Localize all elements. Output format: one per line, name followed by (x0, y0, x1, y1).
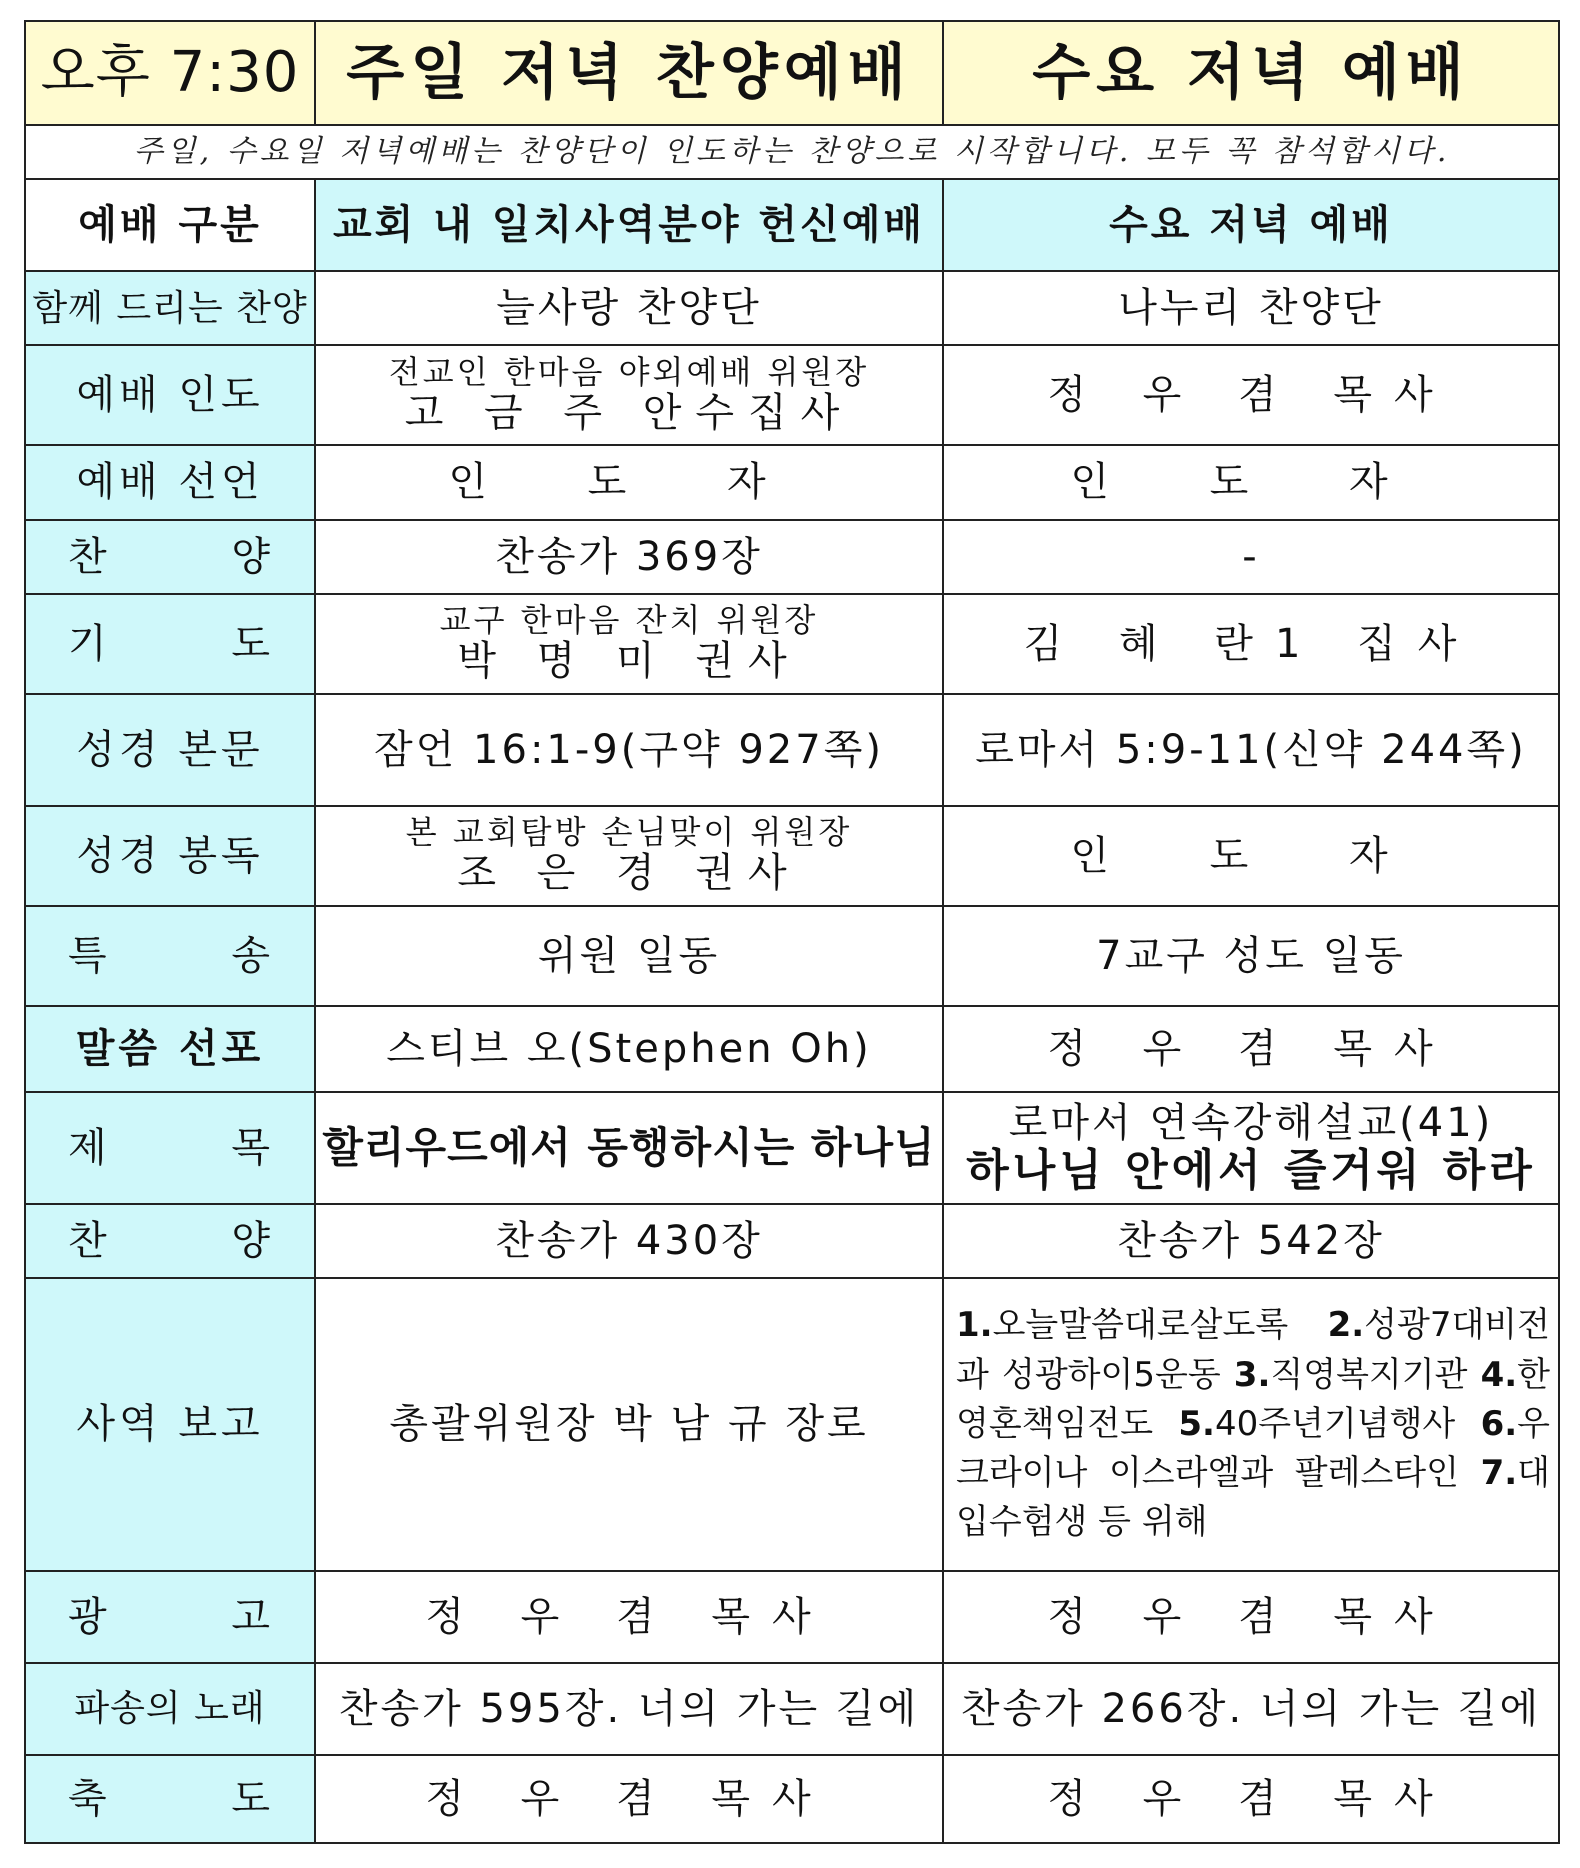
row-label: 말씀 선포 (25, 1006, 315, 1092)
row-label (25, 1571, 315, 1663)
row-label: 함께 드리는 찬양 (25, 271, 315, 345)
row-label-part: 광 (68, 1593, 111, 1640)
row-label-part: 축 (68, 1775, 111, 1822)
table-row (25, 1278, 1559, 1570)
sunday-column-header: 교회 내 일치사역분야 헌신예배 (315, 179, 943, 271)
row-label (25, 520, 315, 594)
row-label: 성경 본문 (25, 694, 315, 806)
row-label-part: 기 (68, 620, 111, 667)
sermon-series: 로마서 연속강해설교(41) (1008, 1099, 1494, 1146)
table-row (25, 445, 1559, 519)
report-item-text: 직영복지기관 (1270, 1354, 1481, 1395)
report-item-number: 6. (1480, 1403, 1518, 1444)
sunday-value (315, 806, 943, 906)
wednesday-column-header: 수요 저녁 예배 (943, 179, 1559, 271)
row-label (25, 1092, 315, 1204)
wednesday-value: 로마서 5:9-11(신약 244쪽) (943, 694, 1559, 806)
row-label: 파송의 노래 (25, 1663, 315, 1755)
report-item-text: 성광7대비전과 성광하이5운동 (956, 1305, 1550, 1395)
row-label: 성경 봉독 (25, 806, 315, 906)
row-label (25, 594, 315, 694)
table-row (25, 1755, 1559, 1843)
row-label-part: 목 (231, 1125, 274, 1172)
wednesday-value: 정 우 겸 목사 (943, 345, 1559, 445)
sunday-value: 정 우 겸 목사 (315, 1571, 943, 1663)
wednesday-value: 인 도 자 (943, 806, 1559, 906)
wednesday-value: - (943, 520, 1559, 594)
row-label-part: 송 (231, 932, 274, 979)
report-item-text: 오늘말씀대로살도록 (992, 1305, 1328, 1346)
row-label-part: 도 (231, 1775, 274, 1822)
report-item-number: 3. (1233, 1354, 1271, 1395)
column-header-row (25, 179, 1559, 271)
row-label-part: 도 (231, 620, 274, 667)
sunday-sermon-title: 할리우드에서 동행하시는 하나님 (315, 1092, 943, 1204)
report-item-text: 40주년기념행사 (1214, 1403, 1481, 1444)
table-row (25, 1092, 1559, 1204)
report-item-text: 우크라이나 이스라엘과 팔레스타인 (956, 1403, 1550, 1494)
sunday-service-title: 주일 저녁 찬양예배 (315, 21, 943, 125)
sunday-value: 스티브 오(Stephen Oh) (315, 1006, 943, 1092)
wednesday-value: 찬송가 266장. 너의 가는 길에 (943, 1663, 1559, 1755)
table-row (25, 906, 1559, 1006)
table-row (25, 345, 1559, 445)
row-label (25, 1204, 315, 1278)
person-name: 박 명 미 권사 (457, 638, 801, 685)
table-row (25, 1006, 1559, 1092)
ministry-report-list (944, 1301, 1558, 1547)
wednesday-value: 7교구 성도 일동 (943, 906, 1559, 1006)
wednesday-sermon-title: 하나님 안에서 즐거워 하라 (966, 1144, 1536, 1196)
row-label-part: 찬 (68, 533, 111, 580)
category-header: 예배 구분 (25, 179, 315, 271)
table-row (25, 271, 1559, 345)
sunday-value: 인 도 자 (315, 445, 943, 519)
sunday-value: 위원 일동 (315, 906, 943, 1006)
wednesday-value: 정 우 겸 목사 (943, 1571, 1559, 1663)
report-item-text: 한영혼책임전도 (956, 1354, 1551, 1444)
row-label-part: 고 (231, 1593, 274, 1640)
person-name: 조 은 경 권사 (457, 850, 801, 897)
role-text: 전교인 한마음 야외예배 위원장 (388, 352, 870, 391)
worship-order-table (24, 20, 1560, 1844)
sunday-value: 찬송가 369장 (315, 520, 943, 594)
sunday-value (315, 594, 943, 694)
table-row (25, 520, 1559, 594)
service-time: 오후 7:30 (25, 21, 315, 125)
row-label-part: 찬 (68, 1218, 111, 1265)
row-label-part: 양 (231, 1218, 274, 1265)
role-text: 본 교회탐방 손님맞이 위원장 (405, 813, 853, 852)
row-label-part: 특 (68, 932, 111, 979)
report-item-number: 4. (1480, 1354, 1518, 1395)
row-label: 예배 선언 (25, 445, 315, 519)
sunday-value: 잠언 16:1-9(구약 927쪽) (315, 694, 943, 806)
sunday-value: 찬송가 430장 (315, 1204, 943, 1278)
row-label (25, 1755, 315, 1843)
notice-row (25, 125, 1559, 179)
row-label: 사역 보고 (25, 1278, 315, 1570)
table-row (25, 1571, 1559, 1663)
role-text: 교구 한마음 잔치 위원장 (439, 601, 819, 640)
wednesday-value: 정 우 겸 목사 (943, 1006, 1559, 1092)
report-item-number: 2. (1327, 1305, 1365, 1346)
wednesday-value: 찬송가 542장 (943, 1204, 1559, 1278)
sunday-value: 찬송가 595장. 너의 가는 길에 (315, 1663, 943, 1755)
sunday-value: 총괄위원장 박 남 규 장로 (315, 1278, 943, 1570)
report-item-number: 7. (1480, 1453, 1518, 1494)
row-label (25, 906, 315, 1006)
person-name: 고 금 주 안수집사 (404, 389, 854, 436)
table-row (25, 1663, 1559, 1755)
wednesday-value (943, 1092, 1559, 1204)
wednesday-value: 김 혜 란1 집사 (943, 594, 1559, 694)
table-row (25, 806, 1559, 906)
report-item-number: 5. (1178, 1403, 1215, 1444)
wednesday-value: 정 우 겸 목사 (943, 1755, 1559, 1843)
row-label: 예배 인도 (25, 345, 315, 445)
report-item-number: 1. (956, 1305, 993, 1346)
wednesday-service-title: 수요 저녁 예배 (943, 21, 1559, 125)
table-row (25, 694, 1559, 806)
sunday-value (315, 345, 943, 445)
sunday-value: 정 우 겸 목사 (315, 1755, 943, 1843)
title-row (25, 21, 1559, 125)
table-row (25, 594, 1559, 694)
row-label-part: 제 (68, 1125, 111, 1172)
row-label-part: 양 (231, 533, 274, 580)
notice-text: 주일, 수요일 저녁예배는 찬양단이 인도하는 찬양으로 시작합니다. 모두 꼭 참석합시다. (25, 125, 1559, 179)
wednesday-value (943, 1278, 1559, 1570)
report-item-text: 대입수험생 등 위해 (956, 1453, 1550, 1543)
wednesday-value: 나누리 찬양단 (943, 271, 1559, 345)
wednesday-value: 인 도 자 (943, 445, 1559, 519)
sunday-value: 늘사랑 찬양단 (315, 271, 943, 345)
table-row (25, 1204, 1559, 1278)
